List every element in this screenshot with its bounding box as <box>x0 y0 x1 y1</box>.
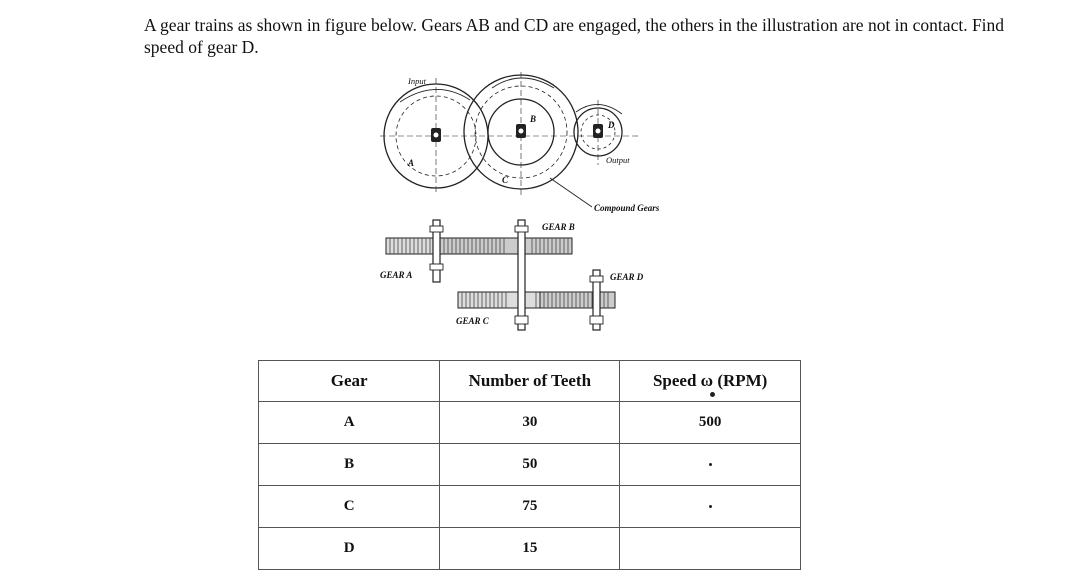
gear-train-figure <box>340 70 720 340</box>
header-speed <box>620 361 801 402</box>
cell-gear: C <box>259 486 440 528</box>
cell-speed <box>620 486 801 528</box>
table-row <box>259 444 801 486</box>
cell-teeth: 50 <box>440 444 620 486</box>
cell-gear: A <box>259 402 440 444</box>
label-c: C <box>502 175 509 185</box>
cell-gear: B <box>259 444 440 486</box>
label-d: D <box>608 120 615 130</box>
header-gear: Gear <box>259 361 440 402</box>
cell-speed <box>620 528 801 570</box>
placeholder-dot-icon <box>709 463 712 466</box>
cell-teeth: 30 <box>440 402 620 444</box>
table-row <box>259 402 801 444</box>
gear-train-diagram <box>340 70 720 340</box>
placeholder-dot-icon <box>709 505 712 508</box>
label-b: B <box>530 114 537 124</box>
label-compound-gears: Compound Gears <box>594 203 660 213</box>
label-a: A <box>408 158 415 168</box>
table-row <box>259 486 801 528</box>
bullet-dot-icon <box>710 392 715 397</box>
gear-data-table <box>258 360 801 570</box>
table-row <box>259 528 801 570</box>
cell-teeth: 15 <box>440 528 620 570</box>
cell-teeth: 75 <box>440 486 620 528</box>
label-gear-b: GEAR B <box>542 222 575 232</box>
cell-speed: 500 <box>620 402 801 444</box>
header-teeth: Number of Teeth <box>440 361 620 402</box>
label-gear-a: GEAR A <box>380 270 413 280</box>
label-gear-c: GEAR C <box>456 316 489 326</box>
label-gear-d: GEAR D <box>610 272 644 282</box>
table-header-row <box>259 361 801 402</box>
label-output: Output <box>606 155 630 165</box>
cell-gear: D <box>259 528 440 570</box>
cell-speed <box>620 444 801 486</box>
label-input: Input <box>408 76 426 86</box>
header-speed-label: Speed ω (RPM) <box>652 371 768 390</box>
question-text: A gear trains as shown in figure below. Gears AB and CD are engaged, the others in the illustration are not in contact. Find speed of gear D. <box>144 15 1005 57</box>
